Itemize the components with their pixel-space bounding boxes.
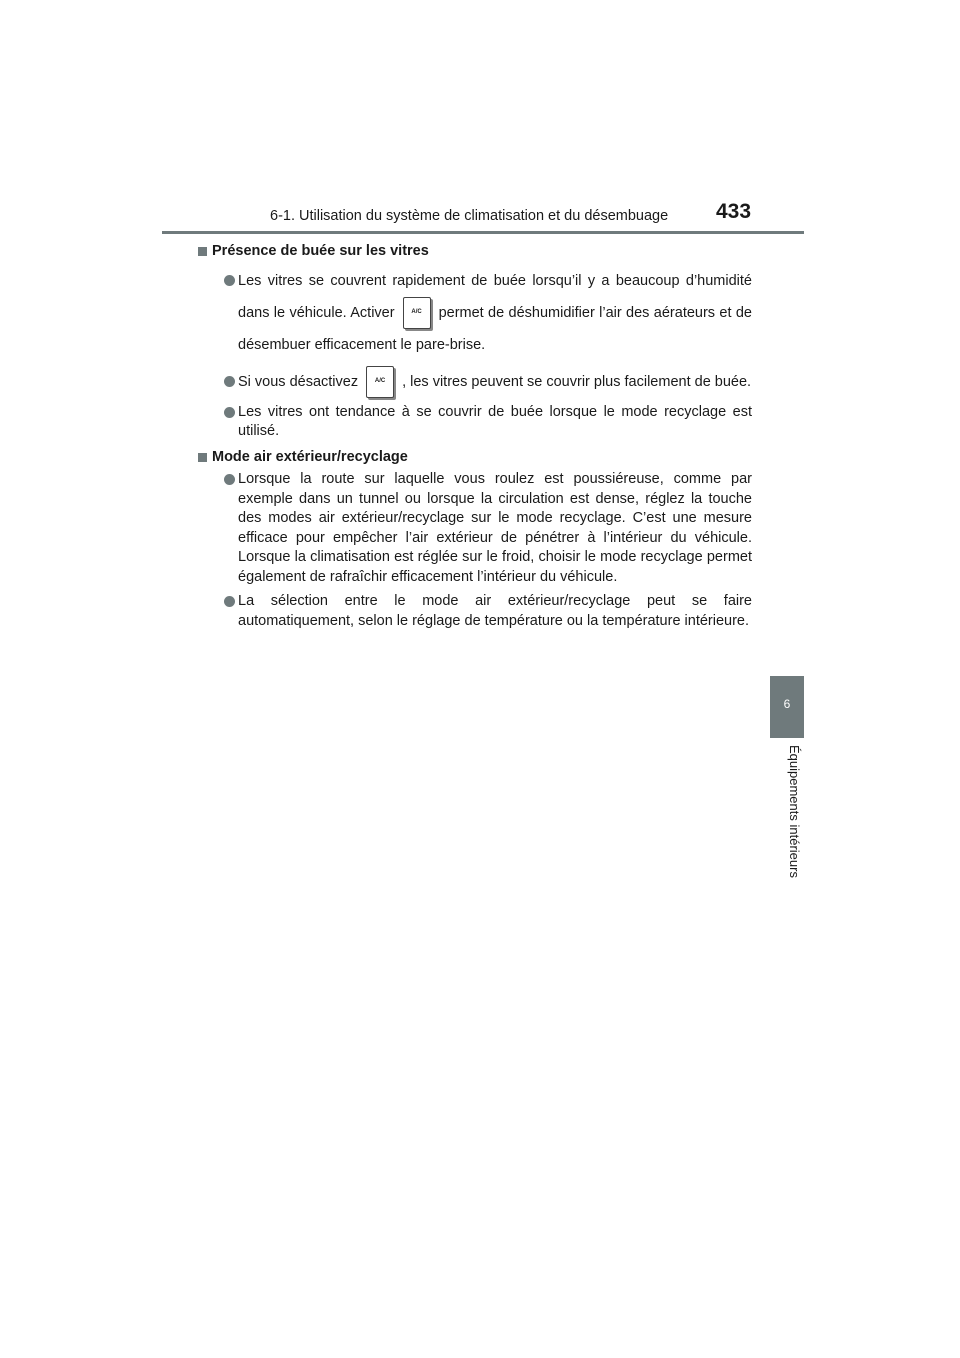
- item-text: Les vitres ont tendance à se couvrir de buée lorsque le mode recyclage est utilisé.: [238, 403, 752, 440]
- item-text: permet de déshumidifier l’air des aérateurs et de désembuer efficacement le pare-brise.: [238, 304, 752, 353]
- list-item: [212, 403, 752, 442]
- section-title-text: Présence de buée sur les vitres: [212, 243, 429, 259]
- bullet-icon: [224, 275, 235, 286]
- item-text: Si vous désactivez: [238, 373, 359, 390]
- page-number: 433: [716, 200, 752, 223]
- ac-button-icon: A/C: [366, 366, 394, 398]
- section-title-text: Mode air extérieur/recyclage: [212, 448, 408, 465]
- item-text: Les vitres se couvrent rapidement de buée lorsqu’il y a beaucoup d’humidité dans le véhicule. Activer: [238, 272, 752, 321]
- square-bullet-icon: [198, 453, 207, 462]
- bullet-icon: [224, 596, 235, 607]
- chapter-label: Équipements intérieurs: [787, 745, 802, 878]
- list-item: [212, 592, 752, 631]
- header-divider: [162, 231, 804, 234]
- bullet-icon: [224, 474, 235, 485]
- page-content: [212, 242, 752, 636]
- list-item: [212, 470, 752, 587]
- chapter-tab: 6: [770, 676, 804, 738]
- bullet-icon: [224, 376, 235, 387]
- ac-button-icon: A/C: [403, 297, 431, 329]
- list-item: [212, 265, 752, 361]
- section-header-title: 6-1. Utilisation du système de climatisation et du désembuage: [270, 208, 669, 224]
- item-text: Lorsque la route sur laquelle vous roulez est poussiéreuse, comme par exemple dans un tunnel ou lorsque la circulation est dense, réglez la touche des modes air extérieur/recyclage sur le mode recyclage. C’est une mesure efficace pour empêcher l’air extérieur de pénétrer à l’intérieur du véhicule. Lorsque la climatisation est réglée sur le froid, choisir le mode recyclage permet également de rafraîchir efficacement l’intérieur du véhicule.: [238, 471, 752, 585]
- section-title-fog: [198, 242, 752, 262]
- list-item: [212, 366, 752, 398]
- bullet-icon: [224, 407, 235, 418]
- square-bullet-icon: [198, 247, 207, 256]
- item-text: , les vitres peuvent se couvrir plus facilement de buée.: [402, 373, 752, 390]
- item-text: La sélection entre le mode air extérieur/recyclage peut se faire automatiquement, selon le réglage de température ou la température intérieure.: [238, 593, 752, 629]
- section-title-air-mode: [198, 448, 752, 468]
